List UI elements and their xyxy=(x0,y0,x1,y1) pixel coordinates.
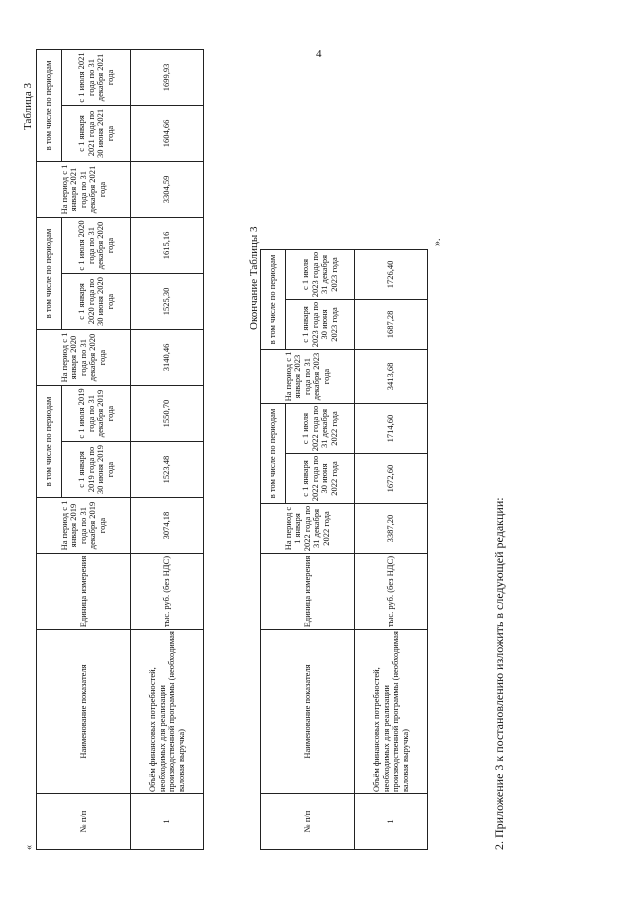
header-num: № п/п xyxy=(261,794,355,850)
value-cell: 3074,18 xyxy=(131,498,204,554)
header-half-year: с 1 января 2019 года по 30 июня 2019 года xyxy=(62,442,131,498)
value-cell: 1687,28 xyxy=(355,299,428,349)
row-unit: тыс. руб. (без НДС) xyxy=(131,554,204,630)
row-num: 1 xyxy=(131,794,204,850)
value-cell: 1714,60 xyxy=(355,403,428,453)
header-group: в том числе по периодам xyxy=(37,217,62,329)
header-group: в том числе по периодам xyxy=(261,403,286,503)
header-half-year: с 1 июля 2019 года по 31 декабря 2019 года xyxy=(62,385,131,441)
table2-title: Окончание Таблицы 3 xyxy=(248,226,260,330)
header-period-total: На период с 1 января 2022 года по 31 декабря 2022 года xyxy=(261,504,355,554)
rotated-content xyxy=(20,50,540,850)
header-group: в том числе по периодам xyxy=(261,249,286,349)
header-half-year: с 1 июля 2023 года по 31 декабря 2023 года xyxy=(286,249,355,299)
table-row xyxy=(131,49,204,849)
header-half-year: с 1 июля 2020 года по 31 декабря 2020 года xyxy=(62,217,131,273)
header-name: Наименование показателя xyxy=(261,630,355,794)
header-name: Наименование показателя xyxy=(37,630,131,794)
header-half-year: с 1 января 2021 года по 30 июня 2021 года xyxy=(62,105,131,161)
value-cell: 1726,40 xyxy=(355,249,428,299)
row-name: Объём финансовых потребностей, необходимых для реализации производственной программы (необходимая валовая выручка) xyxy=(355,630,428,794)
closing-quote: ». xyxy=(432,238,443,246)
value-cell: 1523,48 xyxy=(131,442,204,498)
header-period-total: На период с 1 января 2023 года по 31 декабря 2023 года xyxy=(261,349,355,403)
header-group: в том числе по периодам xyxy=(37,385,62,497)
header-unit: Единица измерения xyxy=(261,554,355,630)
value-cell: 1699,93 xyxy=(131,49,204,105)
header-group: в том числе по периодам xyxy=(37,49,62,161)
value-cell: 1615,16 xyxy=(131,217,204,273)
value-cell: 3413,68 xyxy=(355,349,428,403)
row-num: 1 xyxy=(355,794,428,850)
header-half-year: с 1 июля 2021 года по 31 декабря 2021 года xyxy=(62,49,131,105)
header-half-year: с 1 января 2023 года по 30 июня 2023 года xyxy=(286,299,355,349)
value-cell: 3304,59 xyxy=(131,161,204,217)
header-period-total: На период с 1 января 2020 года по 31 декабря 2020 года xyxy=(37,329,131,385)
row-name: Объём финансовых потребностей, необходимых для реализации производственной программы (необходимая валовая выручка) xyxy=(131,630,204,794)
header-unit: Единица измерения xyxy=(37,554,131,630)
header-num: № п/п xyxy=(37,794,131,850)
header-half-year: с 1 января 2022 года по 30 июня 2022 года xyxy=(286,454,355,504)
value-cell: 3140,46 xyxy=(131,329,204,385)
value-cell: 3387,20 xyxy=(355,504,428,554)
table1-title: Таблица 3 xyxy=(22,82,34,130)
header-period-total: На период с 1 января 2021 года по 31 декабря 2021 года xyxy=(37,161,131,217)
footer-note: 2. Приложение 3 к постановлению изложить в следующей редакции: xyxy=(492,497,506,850)
opening-quote: « xyxy=(24,845,35,850)
value-cell: 1550,70 xyxy=(131,385,204,441)
value-cell: 1525,30 xyxy=(131,273,204,329)
header-period-total: На период с 1 января 2019 года по 31 декабря 2019 года xyxy=(37,498,131,554)
header-half-year: с 1 января 2020 года по 30 июня 2020 года xyxy=(62,273,131,329)
header-half-year: с 1 июля 2022 года по 31 декабря 2022 года xyxy=(286,403,355,453)
row-unit: тыс. руб. (без НДС) xyxy=(355,554,428,630)
value-cell: 1672,60 xyxy=(355,454,428,504)
table-2 xyxy=(260,249,428,850)
table-row xyxy=(355,249,428,849)
value-cell: 1604,66 xyxy=(131,105,204,161)
page-number: 4 xyxy=(316,48,322,60)
table-1 xyxy=(36,49,204,850)
